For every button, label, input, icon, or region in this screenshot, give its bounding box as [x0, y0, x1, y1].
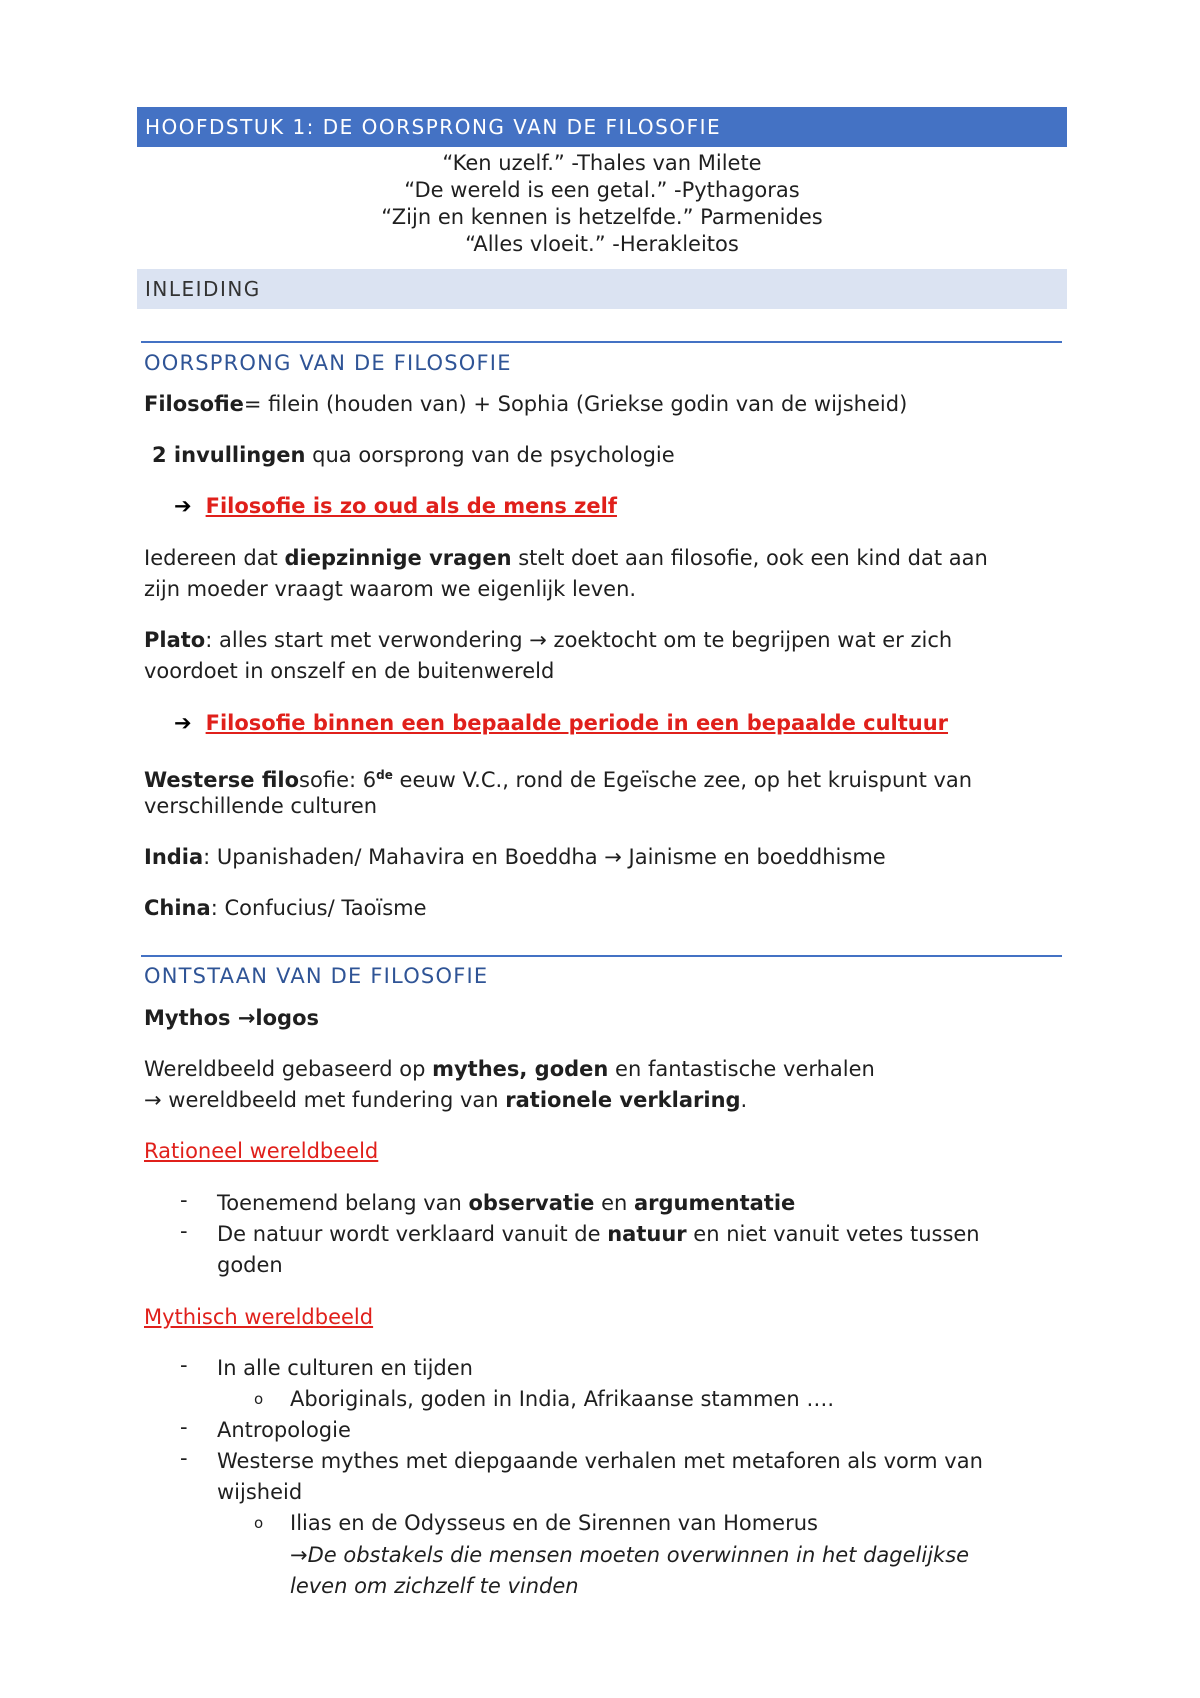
intro-heading: INLEIDING — [137, 269, 1067, 309]
circle-bullet-icon: o — [254, 1514, 264, 1532]
plato-line: Plato: alles start met verwondering → zoektocht om te begrijpen wat er zich — [144, 628, 953, 652]
paragraph: Iedereen dat diepzinnige vragen stelt doet aan filosofie, ook een kind dat aan — [144, 546, 988, 570]
definition-line: Filosofie= filein (houden van) + Sophia (Griekse godin van de wijsheid) — [144, 392, 908, 416]
list-item: Westerse mythes met diepgaande verhalen met metaforen als vorm van — [217, 1449, 983, 1473]
list-item: Toenemend belang van observatie en argumentatie — [217, 1191, 796, 1215]
list-item: De natuur wordt verklaard vanuit de natuur en niet vanuit vetes tussen — [217, 1222, 980, 1246]
quote: “De wereld is een getal.” -Pythagoras — [404, 178, 800, 202]
sub-list-item: Ilias en de Odysseus en de Sirennen van Homerus — [290, 1511, 818, 1535]
circle-bullet-icon: o — [254, 1390, 264, 1408]
italic-note: leven om zichzelf te vinden — [290, 1574, 579, 1598]
paragraph: → wereldbeeld met fundering van rationele verklaring. — [144, 1088, 748, 1112]
dash-bullet: - — [180, 1219, 188, 1243]
dash-bullet: - — [180, 1353, 188, 1377]
sub-list-item: Aboriginals, goden in India, Afrikaanse stammen …. — [290, 1387, 834, 1411]
quotes-block — [137, 150, 1067, 258]
china-line: China: Confucius/ Taoïsme — [144, 896, 427, 920]
section-divider — [141, 341, 1062, 343]
paragraph: Wereldbeeld gebaseerd op mythes, goden en fantastische verhalen — [144, 1057, 875, 1081]
quote: “Zijn en kennen is hetzelfde.” Parmenides — [381, 205, 823, 229]
plato-line: voordoet in onszelf en de buitenwereld — [144, 659, 555, 683]
list-item: wijsheid — [217, 1480, 303, 1504]
point-one: ➔ Filosofie is zo oud als de mens zelf — [174, 494, 617, 518]
mythic-heading: Mythisch wereldbeeld — [144, 1305, 374, 1329]
arrow-right-icon: ➔ — [174, 711, 192, 735]
list-item: In alle culturen en tijden — [217, 1356, 473, 1380]
section-heading: ONTSTAAN VAN DE FILOSOFIE — [144, 964, 489, 988]
western-line: verschillende culturen — [144, 794, 378, 818]
dash-bullet: - — [180, 1188, 188, 1212]
rational-heading: Rationeel wereldbeeld — [144, 1139, 379, 1163]
list-item: goden — [217, 1253, 283, 1277]
invullingen-line: 2 invullingen qua oorsprong van de psychologie — [152, 443, 675, 467]
arrow-right-icon: ➔ — [174, 494, 192, 518]
section-heading: OORSPRONG VAN DE FILOSOFIE — [144, 351, 512, 375]
italic-note: →De obstakels die mensen moeten overwinnen in het dagelijkse — [290, 1543, 970, 1567]
paragraph: zijn moeder vraagt waarom we eigenlijk leven. — [144, 577, 637, 601]
western-line: Westerse filosofie: 6de eeuw V.C., rond de Egeïsche zee, op het kruispunt van — [144, 768, 973, 792]
chapter-title: HOOFDSTUK 1: DE OORSPRONG VAN DE FILOSOFIE — [137, 107, 1067, 147]
india-line: India: Upanishaden/ Mahavira en Boeddha → Jainisme en boeddhisme — [144, 845, 886, 869]
quote: “Alles vloeit.” -Herakleitos — [465, 232, 739, 256]
dash-bullet: - — [180, 1415, 188, 1439]
point-two: ➔ Filosofie binnen een bepaalde periode in een bepaalde cultuur — [174, 711, 949, 735]
mythos-line: Mythos →logos — [144, 1006, 319, 1030]
section-divider — [141, 955, 1062, 957]
dash-bullet: - — [180, 1446, 188, 1470]
list-item: Antropologie — [217, 1418, 351, 1442]
quote: “Ken uzelf.” -Thales van Milete — [442, 151, 762, 175]
